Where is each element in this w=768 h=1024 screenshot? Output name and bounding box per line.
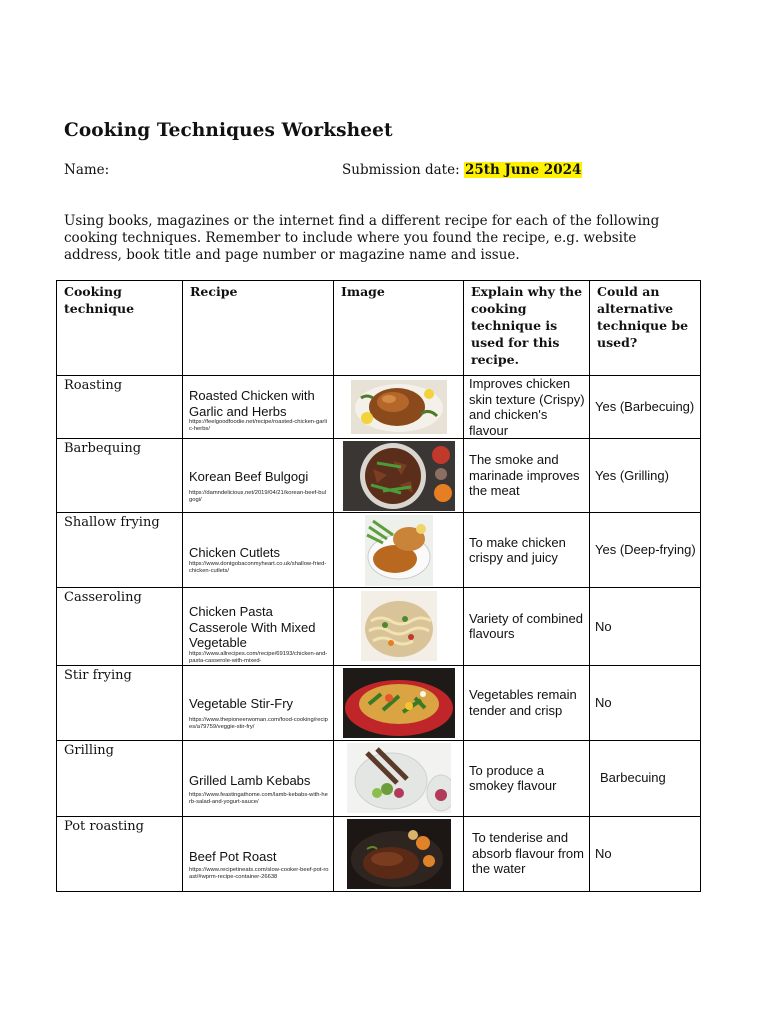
technique-cell: Casseroling [57,588,183,666]
stir-fry-photo [343,668,455,738]
recipe-name: Chicken Pasta Casserole With Mixed Vegetable [189,604,316,650]
beef-bulgogi-photo [343,441,455,511]
table-row [57,816,701,891]
recipe-url[interactable]: https://damndelicious.net/2019/04/21/korean-beef-bulgogi/ [189,489,326,503]
alternative-cell: Yes (Deep-frying) [590,513,701,588]
recipe-cell [183,816,334,891]
header-alternative: Could an alternative technique be used? [590,281,701,376]
header-image: Image [334,281,464,376]
header-technique: Cooking technique [57,281,183,376]
recipe-cell [183,376,334,439]
alternative-cell: Yes (Barbecuing) [590,376,701,439]
recipe-cell [183,740,334,816]
technique-cell: Stir frying [57,665,183,740]
recipe-url[interactable]: https://www.allrecipes.com/recipe/69193/chicken-and-pasta-casserole-with-mixed- [189,650,328,664]
table-row [57,665,701,740]
name-label: Name: [64,162,110,178]
table-row [57,740,701,816]
image-cell [334,513,464,588]
recipe-name: Roasted Chicken with Garlic and Herbs [189,388,315,419]
submission-line [342,162,582,178]
recipe-name: Chicken Cutlets [189,545,281,560]
technique-cell: Grilling [57,740,183,816]
recipe-cell [183,665,334,740]
table-header-row [57,281,701,376]
worksheet-title: Cooking Techniques Worksheet [64,120,393,141]
submission-date: 25th June 2024 [464,162,582,178]
submission-label: Submission date: [342,162,460,178]
recipe-url[interactable]: https://feelgoodfoodie.net/recipe/roasted-chicken-garlic-herbs/ [189,419,327,432]
technique-cell: Barbequing [57,439,183,513]
recipe-cell [183,513,334,588]
explanation-cell: Vegetables remain tender and crisp [464,665,590,740]
table-row [57,588,701,666]
roast-chicken-photo [351,380,447,434]
alternative-cell: Barbecuing [590,740,701,816]
table-row [57,376,701,439]
image-cell [334,588,464,666]
alternative-cell: No [590,588,701,666]
explanation-cell: To make chicken crispy and juicy [464,513,590,588]
image-cell [334,439,464,513]
image-cell [334,816,464,891]
explanation-cell: To tenderise and absorb flavour from the water [464,816,590,891]
explanation-cell: The smoke and marinade improves the meat [464,439,590,513]
image-cell [334,740,464,816]
alternative-cell: No [590,665,701,740]
recipe-url[interactable]: https://www.thepioneerwoman.com/food-cooking/recipes/a79759/veggie-stir-fry/ [189,717,328,730]
header-recipe: Recipe [183,281,334,376]
instructions: Using books, magazines or the internet find a different recipe for each of the following cooking techniques. Remember to include where you found the recipe, e.g. website address, book title and page number or magazine name and issue. [64,213,660,263]
technique-cell: Roasting [57,376,183,439]
table-row [57,513,701,588]
lamb-kebab-photo [347,743,451,813]
pot-roast-photo [347,819,451,889]
recipe-name: Beef Pot Roast [189,848,277,864]
image-cell [334,665,464,740]
recipe-cell [183,439,334,513]
explanation-cell: To produce a smokey flavour [464,740,590,816]
pasta-casserole-photo [361,591,437,661]
recipe-name: Grilled Lamb Kebabs [189,772,311,788]
recipe-url[interactable]: https://www.dontgobaconmyheart.co.uk/shallow-fried-chicken-cutlets/ [189,560,327,574]
image-cell [334,376,464,439]
techniques-table [56,280,701,892]
recipe-name: Vegetable Stir-Fry [189,695,294,711]
technique-cell: Pot roasting [57,816,183,891]
recipe-url[interactable]: https://www.recipetineats.com/slow-cooker-beef-pot-roast/#wprm-recipe-container-26638 [189,867,329,880]
recipe-cell [183,588,334,666]
explanation-cell: Variety of combined flavours [464,588,590,666]
explanation-cell: Improves chicken skin texture (Crispy) and chicken's flavour [464,376,590,439]
alternative-cell: No [590,816,701,891]
table-row [57,439,701,513]
recipe-url[interactable]: https://www.feastingathome.com/lamb-kebabs-with-herb-salad-and-yogurt-sauce/ [189,792,328,805]
recipe-name: Korean Beef Bulgogi [189,469,309,484]
alternative-cell: Yes (Grilling) [590,439,701,513]
chicken-cutlet-photo [365,515,433,586]
header-explain: Explain why the cooking technique is used for this recipe. [464,281,590,376]
technique-cell: Shallow frying [57,513,183,588]
